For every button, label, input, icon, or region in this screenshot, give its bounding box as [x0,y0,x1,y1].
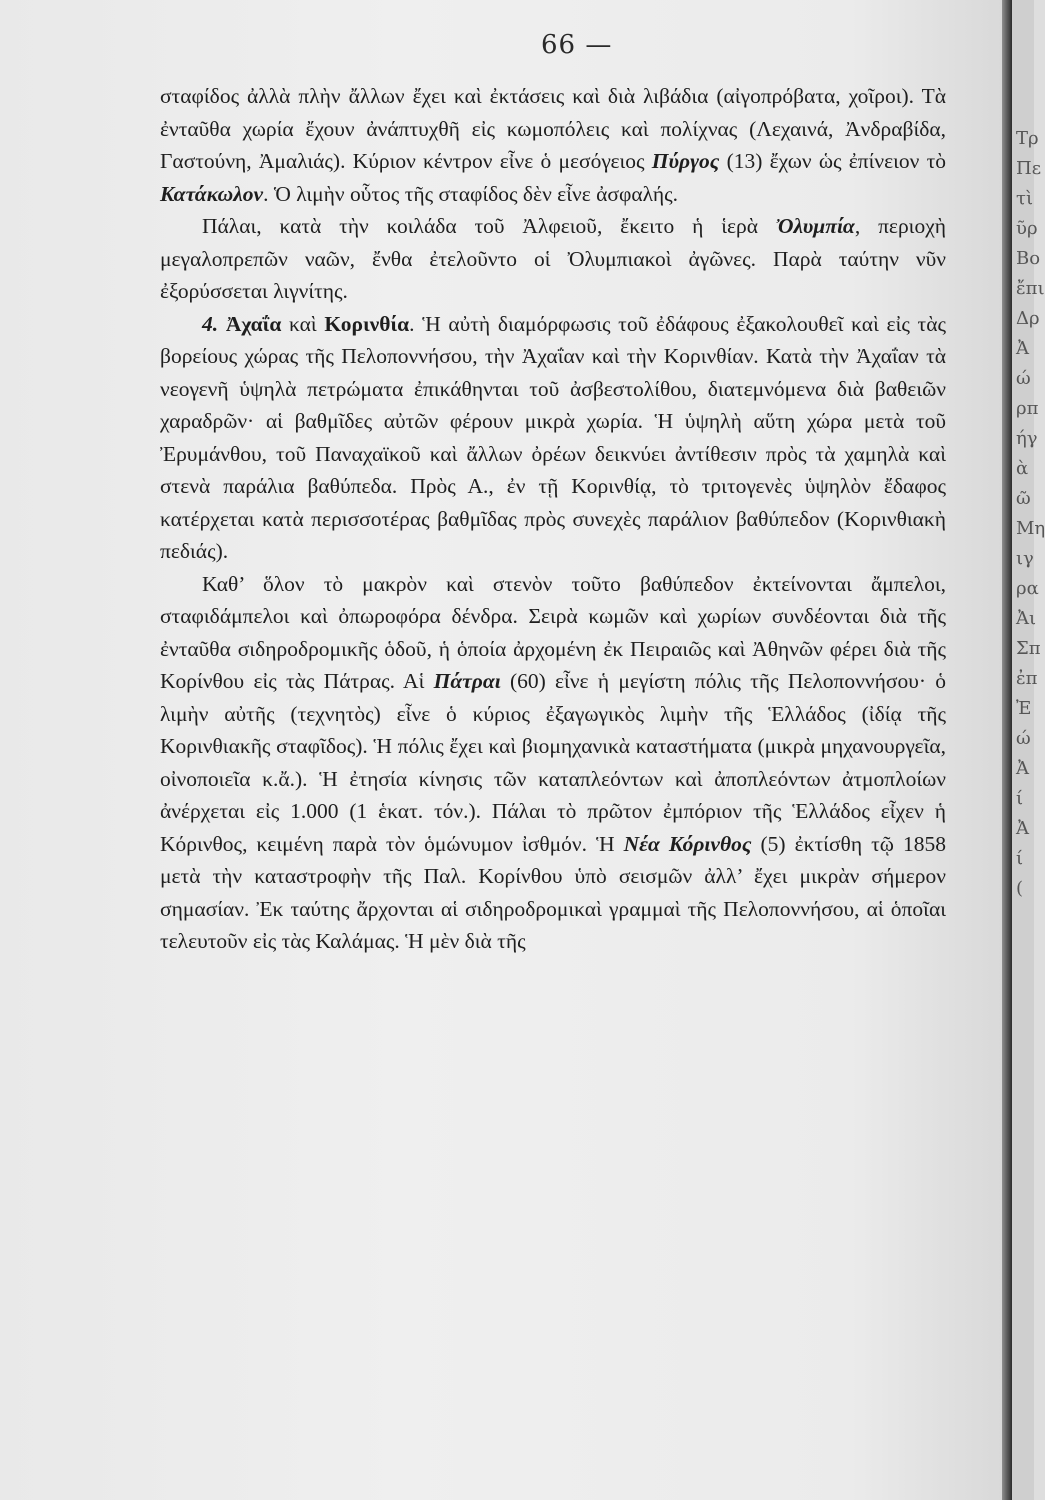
text-run: καὶ [281,311,325,336]
next-page-fragment: ( [1016,878,1024,899]
binding-gutter [1002,0,1012,1500]
place-text: Πάτραι [433,669,501,693]
next-page-fragment: Δρ [1016,308,1040,329]
place-text: Νέα Κόρινθος [623,831,752,856]
page-number: 66 — [541,30,613,60]
next-page-fragment: ἔπι [1016,278,1045,299]
next-page-fragment: Βο [1016,248,1041,269]
next-page-fragment: Ἀ [1016,818,1029,839]
next-page-fragment: ρπ [1016,398,1039,419]
next-page-fragment: Σπ [1016,638,1041,659]
text-run: Καθ’ ὅλον τὸ μακρὸν καὶ στενὸν τοῦτο βαθύπεδον ἐκτείνονται ἄμπελοι, σταφιδάμπελοι καὶ ὀπωροφόρα δένδρα. Σειρὰ κωμῶν καὶ χωρίων συνδέονται διὰ τῆς ἐνταῦθα σιδηροδρομικῆς ὁδοῦ, ἡ ὁποία ἀρχομένη ἐκ Πειραιῶς καὶ Ἀθηνῶν φέρει διὰ τῆς Κορίνθου εἰς τὰς Πάτρας. Αἱ [160,571,946,693]
text-run: . Ὁ λιμὴν οὗτος τῆς σταφίδος δὲν εἶνε ἀσφαλής. [263,181,679,206]
next-page-fragment: ῦρ [1016,218,1038,239]
section-title-text: Κορινθία [324,311,410,336]
next-page-fragment: ρα [1016,578,1039,599]
next-page-fragment: ῶ [1016,488,1031,509]
section-num-text: 4. [202,311,219,336]
next-page-fragment: Ἀ [1016,338,1029,359]
next-page-fragment: Τρ [1016,128,1039,149]
paragraph [160,568,946,958]
next-page-edge [1012,0,1045,1500]
text-run: (5) ἐκτίσθη τῷ 1858 μετὰ τὴν καταστροφὴν τῆς Παλ. Κορίνθου ὑπὸ σεισμῶν ἀλλ’ ἔχει μικρὰν σήμερον σημασίαν. Ἐκ ταύτης ἄρχονται αἱ σιδηροδρομικαὶ γραμμαὶ τῆς Πελοποννήσου, αἱ ὁποῖαι τελευτοῦν εἰς τὰς Καλάμας. Ἡ μὲν διὰ τῆς [160,831,946,953]
place-text: Ὀλυμπία [775,214,855,238]
text-run: Πάλαι, κατὰ τὴν κοιλάδα τοῦ Ἀλφειοῦ, ἔκειτο ἡ ἱερὰ [202,214,776,238]
next-page-fragment: ἐπ [1016,668,1038,689]
next-page-fragment: ώ [1016,368,1031,389]
text-run: . Ἡ αὐτὴ διαμόρφωσις τοῦ ἐδάφους ἐξακολουθεῖ καὶ εἰς τὰς βορείους χώρας τῆς Πελοποννήσου, τὴν Ἀχαΐαν καὶ τὴν Κορινθίαν. Κατὰ τὴν Ἀχαΐαν τὰ νεογενῆ ὑψηλὰ πετρώματα ἐπικάθηνται τοῦ ἀσβεστολίθου, διατεμνόμενα διὰ βαθειῶν χαραδρῶν· αἱ βαθμῖδες αὐτῶν φέρουν μικρὰ χωρία. Ἡ ὑψηλὴ αὕτη χώρα μετὰ τοῦ Ἐρυμάνθου, τοῦ Παναχαϊκοῦ καὶ ἄλλων ὀρέων δεικνύει ἀντίθεσιν πρὸς τὰ χαμηλὰ καὶ στενὰ παράλια βαθύπεδα. Πρὸς Α., ἐν τῇ Κορινθίᾳ, τὸ τριτογενὲς ὑψηλὸν ἔδαφος κατέρχεται κατὰ περισσοτέρας βαθμῖδας πρὸς συνεχὲς παράλιον βαθύπεδον (Κορινθιακὴ πεδιάς). [160,311,946,563]
next-page-fragment: Ἀι [1016,608,1037,629]
section-title-text: Ἀχαΐα [218,311,282,336]
next-page-fragment: ὰ [1016,458,1029,479]
next-page-fragment: Ἀ [1016,758,1029,779]
next-page-fragment: ί [1016,788,1024,809]
next-page-fragment: ήγ [1016,428,1038,449]
paragraph [160,80,946,210]
place-text: Κατάκωλον [160,181,264,206]
text-run: (60) εἶνε ἡ μεγίστη πόλις τῆς Πελοποννήσου· ὁ λιμὴν αὐτῆς (τεχνητὸς) εἶνε ὁ κύριος ἐξαγωγικὸς λιμὴν τῆς Ἑλλάδος (ἰδίᾳ τῆς Κορινθιακῆς σταφῖδος). Ἡ πόλις ἔχει καὶ βιομηχανικὰ καταστήματα (μικρὰ μηχανουργεῖα, οἰνοποιεῖα κ.ἄ.). Ἡ ἐτησία κίνησις τῶν καταπλεόντων καὶ ἀποπλεόντων ἀτμοπλοίων ἀνέρχεται εἰς 1.000 (1 ἑκατ. τόν.). Πάλαι τὸ πρῶτον ἐμπόριον τῆς Ἑλλάδος εἶχεν ἡ Κόρινθος, κειμένη παρὰ τὸν ὁμώνυμον ἰσθμόν. Ἡ [160,669,946,856]
next-page-fragment: ιγ [1016,548,1034,569]
next-page-fragment: ί [1016,848,1024,869]
next-page-fragment: ώ [1016,728,1031,749]
next-page-fragment: Πε [1016,158,1042,179]
next-page-fragment: Ἐ [1016,698,1032,719]
paragraph [160,308,946,568]
next-page-fragment: Μη [1016,518,1045,539]
text-run: (13) ἔχων ὡς ἐπίνειον τὸ [719,149,946,173]
text-run: , περιοχὴ μεγαλοπρεπῶν ναῶν, ἔνθα ἐτελοῦντο οἱ Ὀλυμπιακοὶ ἀγῶνες. Παρὰ ταύτην νῦν ἐξορύσσεται λιγνίτης. [160,214,946,303]
body-text [160,80,946,958]
place-text: Πύργος [651,149,720,173]
next-page-fragment: τὶ [1016,188,1034,209]
paragraph [160,210,946,308]
text-run: σταφίδος ἀλλὰ πλὴν ἄλλων ἔχει καὶ ἐκτάσεις καὶ διὰ λιβάδια (αἰγοπρόβατα, χοῖροι). Τὰ ἐνταῦθα χωρία ἔχουν ἀνάπτυχθῆ εἰς κωμοπόλεις καὶ πολίχνας (Λεχαινά, Ἀνδραβίδα, Γαστούνη, Ἀμαλιάς). Κύριον κέντρον εἶνε ὁ μεσόγειος [160,84,946,173]
